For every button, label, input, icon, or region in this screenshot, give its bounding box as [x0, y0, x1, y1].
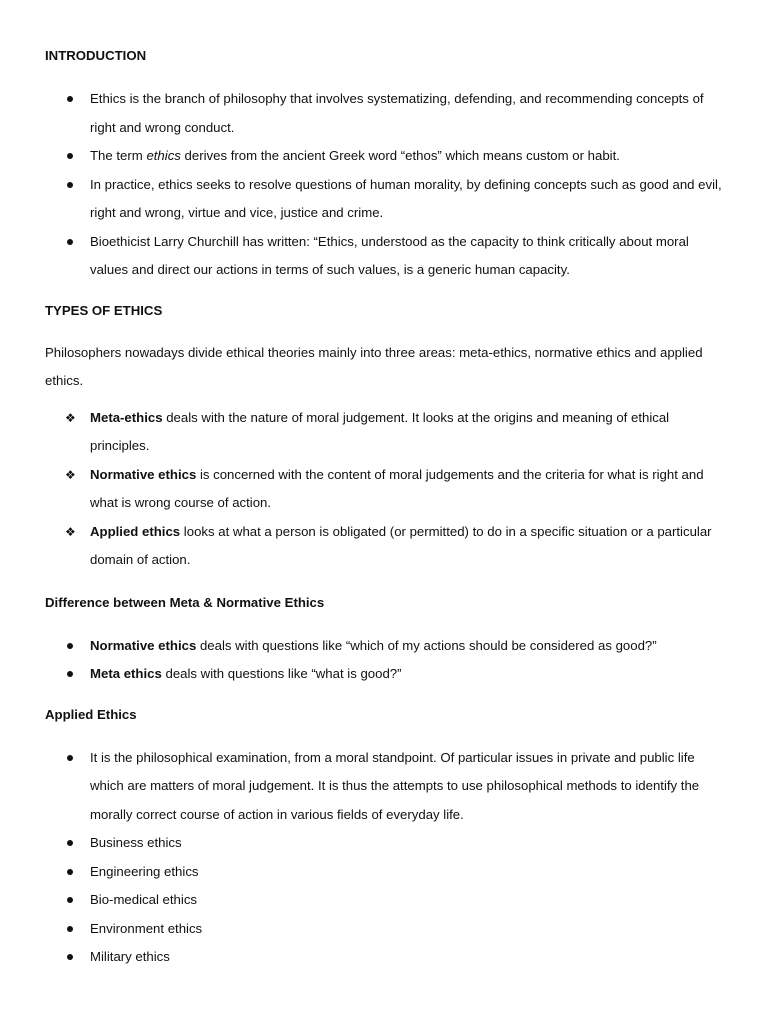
list-item-text: Bio-medical ethics [90, 892, 198, 907]
term-label: Meta ethics [90, 666, 162, 681]
term-description: deals with the nature of moral judgement. It looks at the origins and meaning of ethical principles. [90, 409, 670, 453]
difference-list [45, 632, 728, 689]
list-item-text-before: The term [90, 148, 147, 163]
list-item [45, 632, 728, 661]
types-list [45, 404, 728, 575]
list-item-text: Engineering ethics [90, 863, 199, 879]
list-item-text: Ethics is the branch of philosophy that involves systematizing, defending, and recommending concepts of right and wrong conduct. [90, 91, 704, 135]
diamond-bullet-icon: ❖ [65, 410, 76, 425]
list-item-text: Environment ethics [90, 920, 203, 936]
list-item-text: Bioethicist Larry Churchill has written: “Ethics, understood as the capacity to think critically about moral values and direct our actions in terms of such values, is a generic human capacity. [90, 233, 689, 277]
list-item [45, 858, 728, 887]
term-description: deals with questions like “what is good?” [161, 666, 402, 681]
heading-introduction: INTRODUCTION [45, 48, 147, 63]
introduction-list [45, 85, 728, 285]
diamond-bullet-icon: ❖ [65, 467, 76, 482]
list-item [45, 85, 728, 142]
term-description: deals with questions like “which of my actions should be considered as good?” [196, 637, 657, 653]
term-label: Meta-ethics [90, 409, 163, 425]
list-item [45, 744, 728, 830]
list-item-text-after: derives from the ancient Greek word “ethos” which means custom or habit. [180, 148, 620, 163]
term-label: Normative ethics [90, 466, 197, 482]
types-intro-paragraph: Philosophers nowadays divide ethical theories mainly into three areas: meta-ethics, normative ethics and applied ethics. [45, 344, 703, 388]
list-item [45, 886, 728, 915]
list-item-text: It is the philosophical examination, from a moral standpoint. Of particular issues in private and public life which are matters of moral judgement. It is thus the attempts to use philosophical methods to identify the morally correct course of action in various fields of everyday life. [90, 749, 700, 822]
term-description: is concerned with the content of moral judgements and the criteria for what is right and what is wrong course of action. [90, 466, 704, 510]
list-item [45, 660, 728, 689]
heading-difference: Difference between Meta & Normative Ethics [45, 594, 325, 610]
heading-types-of-ethics: TYPES OF ETHICS [45, 302, 163, 318]
list-item-text: Military ethics [90, 949, 170, 964]
list-item [45, 404, 728, 461]
list-item [45, 943, 728, 972]
diamond-bullet-icon: ❖ [65, 524, 76, 539]
term-label: Normative ethics [90, 637, 197, 653]
applied-list [45, 744, 728, 972]
heading-applied-ethics: Applied Ethics [45, 706, 137, 722]
list-item [45, 829, 728, 858]
list-item [45, 461, 728, 518]
list-item-text: Business ethics [90, 835, 182, 850]
list-item [45, 518, 728, 575]
list-item [45, 915, 728, 944]
list-item [45, 228, 728, 285]
list-item [45, 142, 728, 171]
italic-term: ethics [146, 148, 181, 163]
term-description: looks at what a person is obligated (or permitted) to do in a specific situation or a particular domain of action. [90, 523, 712, 567]
term-label: Applied ethics [90, 523, 181, 539]
list-item [45, 171, 728, 228]
list-item-text: In practice, ethics seeks to resolve questions of human morality, by defining concepts such as good and evil, right and wrong, virtue and vice, justice and crime. [90, 176, 722, 220]
